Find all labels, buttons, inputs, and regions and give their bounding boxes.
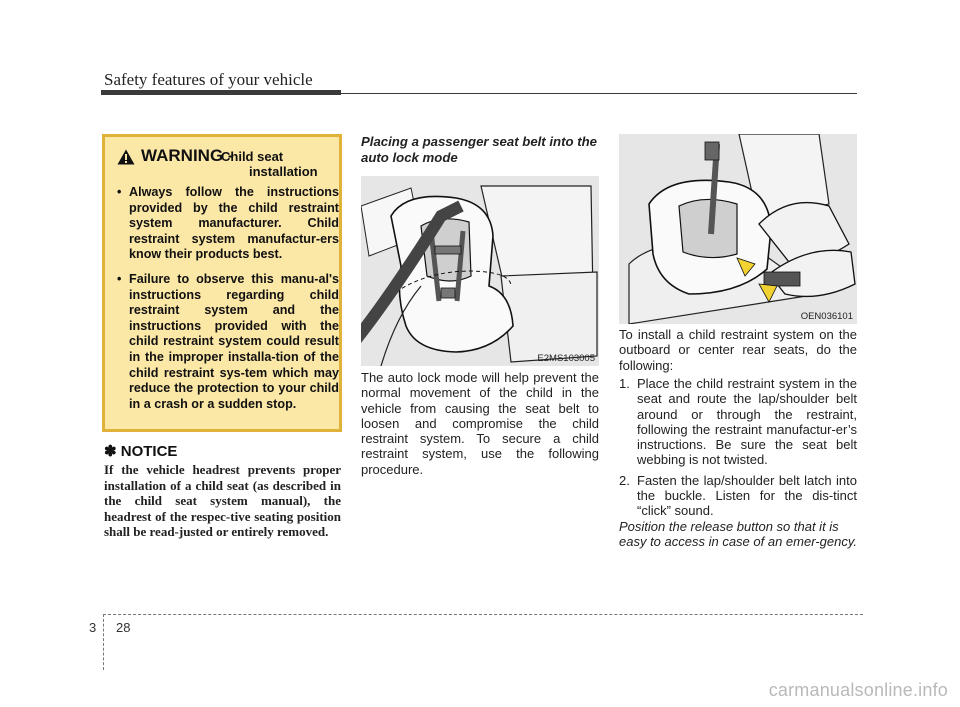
figure-child-seat-rear	[361, 176, 599, 366]
warning-subtitle-line2: installation	[249, 164, 318, 179]
step-number: 2.	[619, 472, 630, 488]
warning-box	[102, 134, 342, 432]
list-item	[619, 473, 857, 519]
italic-note: Position the release button so that it is easy to access in case of an emer-gency.	[619, 519, 857, 550]
seat-belt-latch-illustration	[619, 134, 857, 324]
section-number: 3	[89, 620, 97, 635]
warning-list	[117, 185, 339, 421]
step-number: 1.	[619, 376, 630, 391]
warning-label: WARNING -	[141, 146, 234, 165]
footer-divider	[103, 614, 104, 670]
footer-rule	[103, 614, 863, 615]
warning-triangle-icon	[117, 149, 135, 165]
instruction-steps	[619, 376, 857, 524]
page-number: 28	[116, 620, 131, 635]
header-rule	[101, 93, 857, 94]
child-seat-illustration	[361, 176, 599, 366]
body-paragraph: The auto lock mode will help prevent the normal movement of the child in the vehicle from causing the seat belt to loosen and compromise the child restraint system. To secure a child restraint system, use the following procedure.	[361, 370, 599, 477]
step-text: Place the child restraint system in the seat and route the lap/shoulder belt around or through the restraint, following the restraint manufactur-er’s instructions. Be sure the seat belt webbing is not twisted.	[637, 376, 857, 468]
figure-code: OEN036101	[800, 311, 853, 322]
list-item	[619, 376, 857, 468]
watermark: carmanualsonline.info	[768, 680, 948, 700]
section-heading: Placing a passenger seat belt into the auto lock mode	[361, 134, 597, 165]
warning-subtitle-line1: Child seat	[221, 149, 284, 164]
step-text: Fasten the lap/shoulder belt latch into the buckle. Listen for the dis-tinct “click” sound.	[637, 472, 857, 519]
page-header-title: Safety features of your vehicle	[104, 70, 313, 89]
notice-text: If the vehicle headrest prevents proper installation of a child seat (as described in the child seat system manual), the headrest of the respec-tive seating position shall be read-justed or entirely removed.	[104, 462, 341, 540]
figure-code: E2MS103005	[537, 353, 595, 364]
warning-item: • Failure to observe this manu-al's instructions regarding child restraint system and the instructions provided with the child restraint system could result in the improper installa-tion of the child restraint sys-tem which may reduce the protection to your child in a crash or a sudden stop.	[117, 272, 339, 412]
warning-subtitle	[221, 149, 339, 179]
warning-item: • Always follow the instructions provided by the child restraint system manufacturer. Child restraint system manufactur-ers know their products best.	[117, 185, 339, 263]
figure-seat-belt-latch	[619, 134, 857, 324]
body-paragraph: To install a child restraint system on the outboard or center rear seats, do the following:	[619, 327, 857, 373]
warning-header	[117, 146, 337, 182]
notice-title: ✽ NOTICE	[104, 443, 178, 460]
